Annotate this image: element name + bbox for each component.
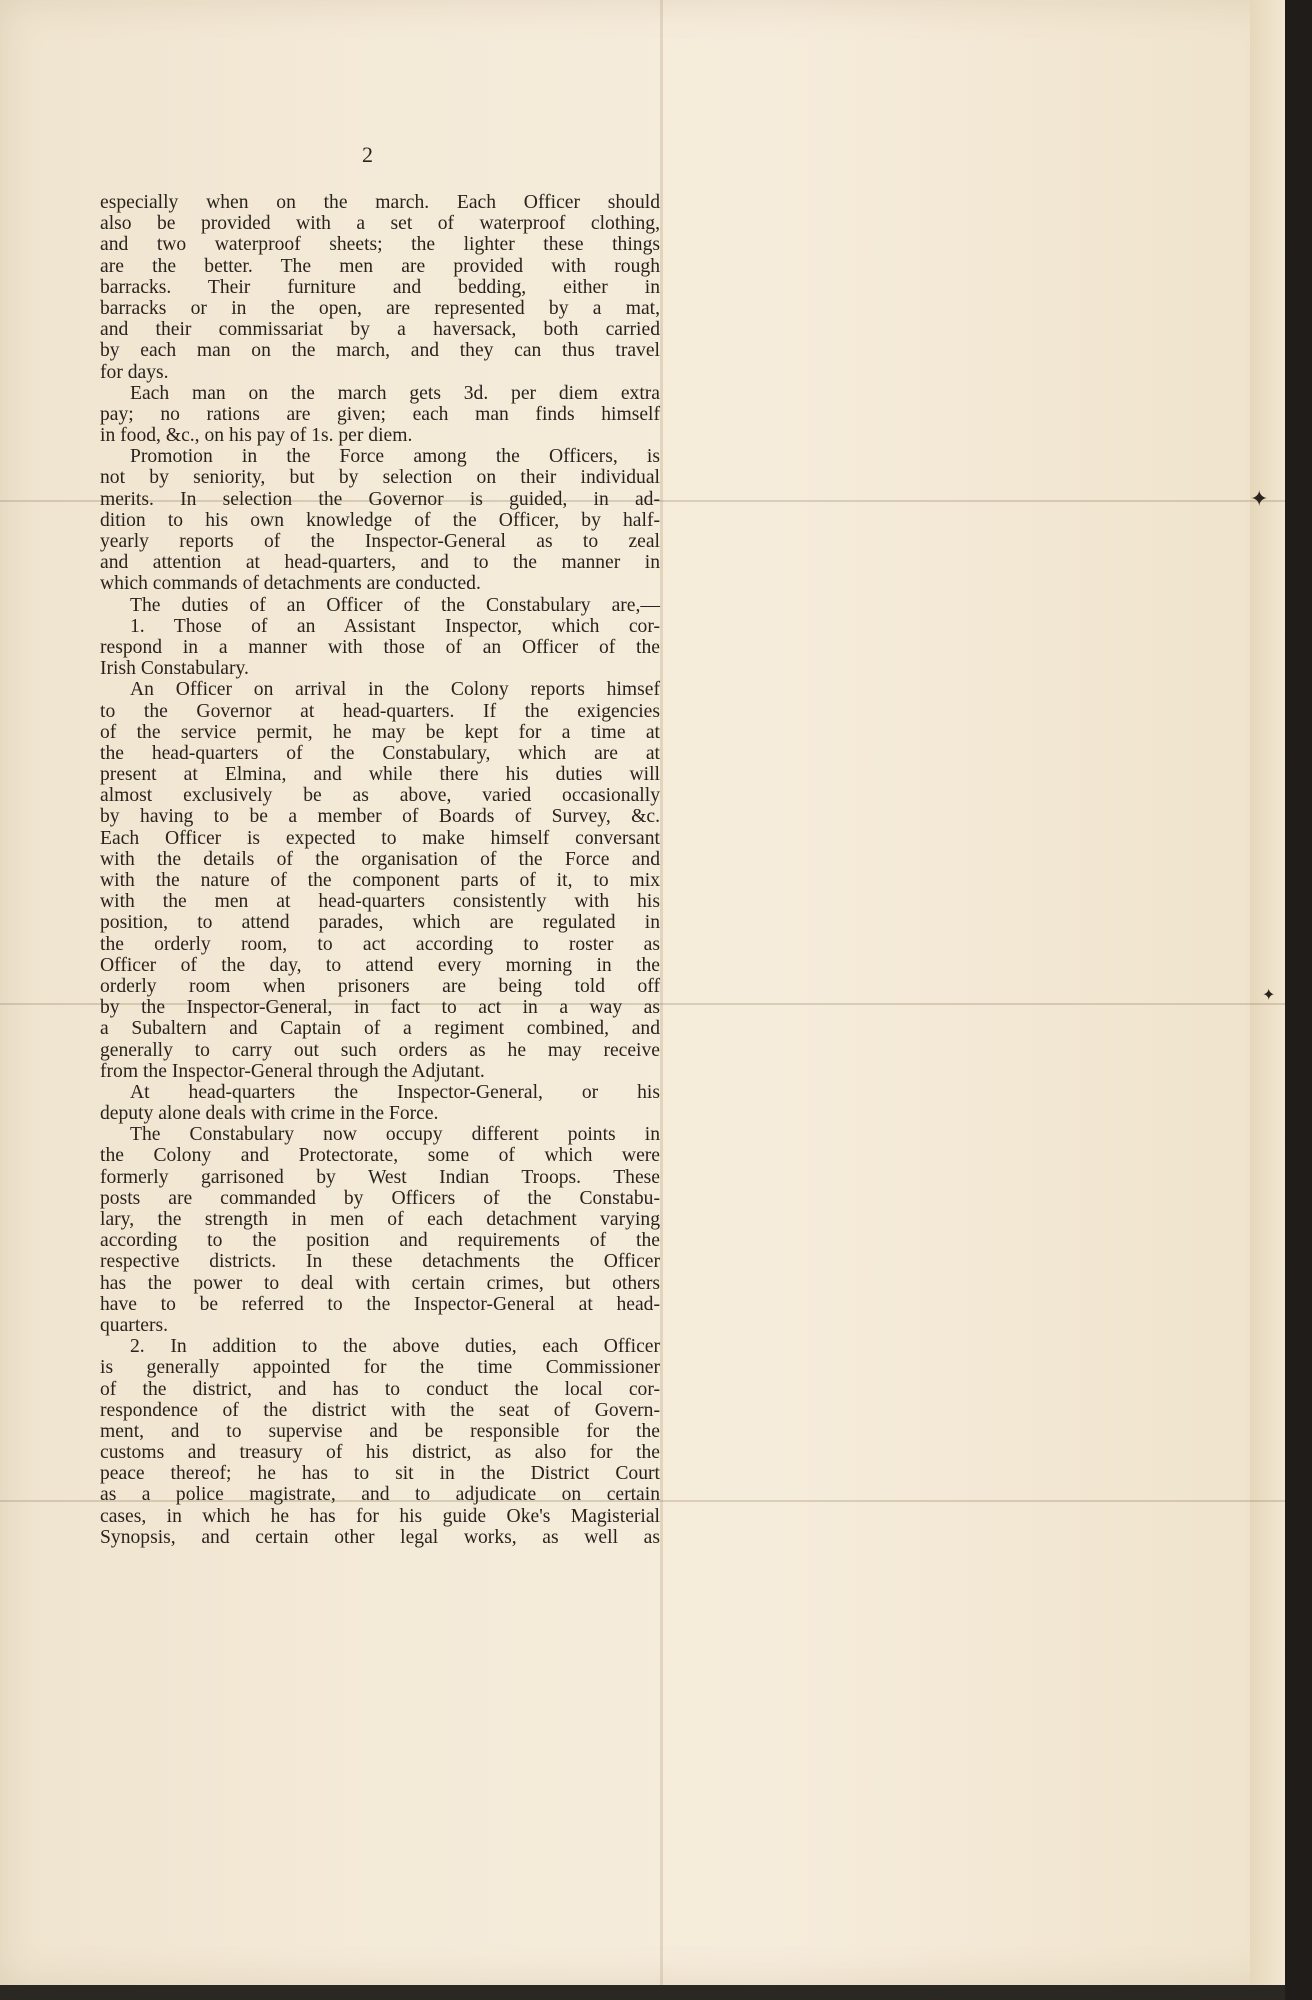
text-line: which commands of detachments are conducted. [100, 573, 481, 595]
text-line: formerly garrisoned by West Indian Troops. These [100, 1166, 660, 1188]
scanner-background [1285, 0, 1312, 2000]
text-line: At head-quarters the Inspector-General, or his [130, 1081, 660, 1103]
text-line: The Constabulary now occupy different points in [130, 1124, 660, 1146]
text-line: have to be referred to the Inspector-General at head- [100, 1293, 660, 1315]
text-line: peace thereof; he has to sit in the District Court [100, 1463, 660, 1485]
text-line: 1. Those of an Assistant Inspector, which cor- [130, 615, 660, 637]
text-line: the Colony and Protectorate, some of which were [100, 1145, 660, 1167]
text-line: a Subaltern and Captain of a regiment combined, and [100, 1018, 660, 1040]
text-line: generally to carry out such orders as he may receive [100, 1039, 660, 1061]
text-line: is generally appointed for the time Commissioner [100, 1357, 660, 1379]
text-line: with the men at head-quarters consistently with his [100, 891, 660, 913]
text-line: especially when on the march. Each Officer should [100, 192, 660, 213]
text-line: by each man on the march, and they can thus travel [100, 340, 660, 362]
text-line: with the nature of the component parts of it, to mix [100, 870, 660, 891]
text-line: from the Inspector-General through the Adjutant. [100, 1060, 485, 1082]
text-line: in food, &c., on his pay of 1s. per diem. [100, 425, 413, 447]
text-line: lary, the strength in men of each detachment varying [100, 1209, 660, 1230]
text-line: merits. In selection the Governor is guided, in ad- [100, 488, 660, 510]
text-line: Each man on the march gets 3d. per diem extra [130, 382, 660, 404]
text-line: cases, in which he has for his guide Oke's Magisterial [100, 1505, 660, 1527]
text-line: the orderly room, to act according to roster as [100, 933, 660, 955]
page-number: 2 [362, 142, 373, 167]
text-line: by the Inspector-General, in fact to act in a way as [100, 997, 660, 1019]
text-line: and their commissariat by a haversack, both carried [100, 319, 660, 341]
text-line: by having to be a member of Boards of Survey, &c. [100, 806, 660, 828]
text-line: position, to attend parades, which are regulated in [100, 912, 660, 934]
text-line: respondence of the district with the seat of Govern- [100, 1399, 660, 1421]
text-line: customs and treasury of his district, as also for the [100, 1442, 660, 1464]
text-line: are the better. The men are provided with rough [100, 255, 660, 277]
text-line: almost exclusively be as above, varied occasionally [100, 785, 660, 807]
text-line: and attention at head-quarters, and to the manner in [100, 552, 660, 574]
text-line: dition to his own knowledge of the Officer, by half- [100, 509, 660, 531]
text-line: also be provided with a set of waterproof clothing, [100, 213, 660, 235]
text-line: barracks. Their furniture and bedding, either in [100, 276, 660, 298]
text-line: of the service permit, he may be kept for a time at [100, 721, 660, 743]
text-line: 2. In addition to the above duties, each Officer [130, 1336, 660, 1358]
pin-mark: ✦ [1250, 487, 1269, 512]
text-line: The duties of an Officer of the Constabulary are,— [130, 594, 660, 616]
text-line: deputy alone deals with crime in the Force. [100, 1103, 439, 1125]
text-line: quarters. [100, 1314, 169, 1336]
text-line: barracks or in the open, are represented by a mat, [100, 297, 660, 319]
text-line: Irish Constabulary. [100, 658, 249, 680]
pin-mark: ✦ [1262, 985, 1276, 1004]
text-line: ment, and to supervise and be responsible for the [100, 1420, 660, 1442]
text-line: An Officer on arrival in the Colony reports himsef [130, 679, 660, 701]
text-line: and two waterproof sheets; the lighter these things [100, 234, 660, 256]
fold-crease-vertical [660, 0, 663, 1985]
text-line: Promotion in the Force among the Officers, is [130, 446, 660, 468]
text-line: yearly reports of the Inspector-General as to zeal [100, 531, 660, 552]
text-line: has the power to deal with certain crimes, but others [100, 1272, 660, 1294]
text-line: as a police magistrate, and to adjudicate on certain [100, 1484, 660, 1506]
text-line: of the district, and has to conduct the local cor- [100, 1378, 660, 1400]
text-line: for days. [100, 361, 169, 383]
text-line: Synopsis, and certain other legal works, as well as [100, 1526, 660, 1548]
text-line: orderly room when prisoners are being told off [100, 975, 660, 997]
text-line: pay; no rations are given; each man finds himself [100, 403, 660, 425]
text-line: Each Officer is expected to make himself conversant [100, 827, 660, 849]
text-line: not by seniority, but by selection on their individual [100, 467, 660, 489]
body-text [100, 192, 660, 1548]
text-line: to the Governor at head-quarters. If the exigencies [100, 700, 660, 722]
text-line: according to the position and requirements of the [100, 1230, 660, 1252]
text-line: with the details of the organisation of the Force and [100, 848, 660, 870]
text-line: posts are commanded by Officers of the Constabu- [100, 1187, 660, 1209]
text-line: the head-quarters of the Constabulary, which are at [100, 742, 660, 764]
text-line: Officer of the day, to attend every morning in the [100, 954, 660, 976]
text-line: respond in a manner with those of an Officer of the [100, 636, 660, 658]
text-line: present at Elmina, and while there his duties will [100, 764, 660, 786]
text-line: respective districts. In these detachments the Officer [100, 1251, 660, 1273]
